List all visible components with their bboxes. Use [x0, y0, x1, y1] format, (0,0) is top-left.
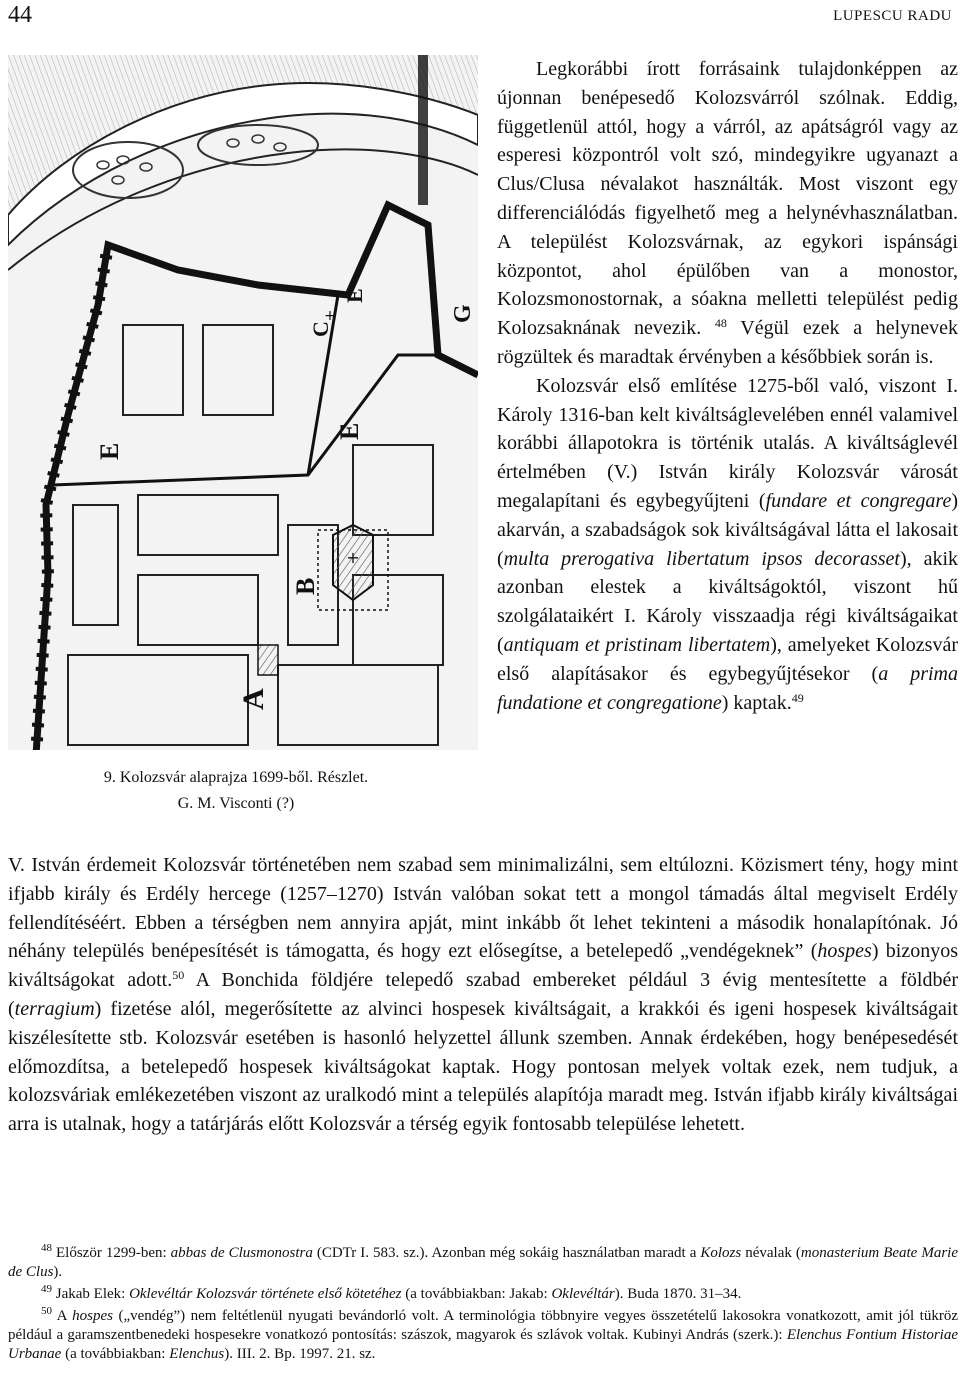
- footnote-50: $^{50}$ A hospes („vendég”) nem feltétlenül nyugati bevándorló volt. A terminológia többnyire vegyes összetételű lakosokra vonatkozott, amit jól tükröz például a garamszentbenedeki hospesekre vonatkozó pontosítás: szászok, magyarok és szlávok voltak. Kubinyi András (szerk.): Elenchus Fontium Historiae Urbanae (a továbbiakban: Elenchus). III. 2. Bp. 1997. 21. sz.: [8, 1305, 959, 1362]
- map-letter-e3: E: [335, 422, 364, 440]
- map-letter-a: A: [237, 688, 270, 710]
- footnote-49: $^{49}$ Jakab Elek: Oklevéltár Kolozsvár története első kötetéhez (a továbbiakban: Jakab: Oklevéltár). Buda 1870. 31–34.: [41, 1283, 742, 1302]
- map-letter-c: C: [308, 321, 333, 337]
- side-column-text: [497, 55, 958, 717]
- footnote-ref-50[interactable]: 50: [172, 968, 185, 983]
- footnote-ref-48[interactable]: 48: [714, 316, 727, 331]
- city-map-figure: [8, 55, 478, 750]
- footnotes: [8, 1244, 958, 1367]
- side-paragraph-1: Legkorábbi írott forrásaink tulajdonképpen az újonnan benépesedő Kolozsvárról szólnak. Eddig, függetlenül attól, hogy a várról, az apátságról vagy az esperesi központról volt szó, mindegyikre ugyanazt a Clus/Clusa névalakot használták. Most viszont egy differenciálódás figyelhető meg a helynévhasználatban. A települést Kolozsvárnak, az egykori ispánsági központot, ahol épülőben van a monostor, Kolozsmonostornak, a sóakna melletti települést pedig Kolozsaknának nevezik. $^{48}$ Végül ezek a helynevek rögzültek és maradtak érvényben a későbbiek során is.: [497, 58, 958, 368]
- caption-line-1: 9. Kolozsvár alaprajza 1699-ből. Részlet.: [103, 769, 369, 786]
- main-body-text: [8, 851, 958, 1139]
- running-head: LUPESCU RADU: [833, 8, 952, 24]
- map-letter-g: G: [450, 304, 476, 323]
- map-letter-e2: E: [95, 442, 124, 460]
- caption-line-2: G. M. Visconti (?): [177, 795, 295, 812]
- side-paragraph-2: Kolozsvár első említése 1275-ből való, viszont I. Károly 1316-ban kelt kiváltságlevelében ennél valamivel korábbi állapotokra is történik utalás. A kiváltságlevél értelmében (V.) István király Kolozsvár városát megalapítani és egybegyűjteni (fundare et congregare) akarván, a szabadságok sok kiváltságával látta el lakosait (multa prerogativa libertatum ipsos decorasset), akik azonban elestek a kiváltságoktól, viszont hű szolgálataikért I. Károly visszaadja régi kiváltságaikat (antiquam et pristinam libertatem), amelyeket Kolozsvár első alapításakor és egybegyűjtésekor (a prima fundatione et congregatione) kaptak.$^{49}$: [497, 374, 959, 714]
- svg-text:+: +: [324, 308, 336, 324]
- figure-caption: [60, 765, 412, 817]
- main-paragraph: V. István érdemeit Kolozsvár történetében nem szabad sem minimalizálni, sem eltúlozni. Közismert tény, hogy mint ifjabb király és Erdély hercege (1257–1270) István valóban sokat tett a mongol támadás által megviselt Erdély fellendítéséért. Ebben a térségben nem annyira apját, mint inkább őt lehet tekinteni a második honalapítónak. Jó néhány település benépesítését is támogatta, és hogy ezt elősegítse, a betelepedő „vendégeknek” (hospes) bizonyos kiváltságokat adott.$^{50}$ A Bonchida földjére telepedő szabad embereket például 3 évig mentesítette a földbér (terragium) fizetése alól, megerősítette az alvinci hospesek kiváltságait, a krakkói és igeni hospesek kiváltságait kiszélesítette stb. Kolozsvár esetében is hasonló helyzettel állunk szemben. Annak érdekében, hogy benépesedését előmozdítsa, a betelepedő hospesek kiváltságokat kaptak. Hogy pontosan melyek voltak ezek, nem tudjuk, a kolozsváriak emlékezetében viszont az uralkodó mint a település alapítója maradt meg. István ifjabb király kiváltságai arra is utalnak, hogy a tatárjárás előtt Kolozsvár a térség egyik fontosabb települése lehetett.: [8, 854, 959, 1136]
- footnote-ref-49[interactable]: 49: [791, 690, 804, 705]
- map-letter-e1: E: [342, 288, 367, 303]
- page-number: 44: [8, 2, 32, 28]
- map-letter-b: B: [291, 577, 320, 595]
- footnote-48: $^{48}$ Először 1299-ben: abbas de Clusmonostra (CDTr I. 583. sz.). Azonban még sokáig használatban maradt a Kolozs névalak (monasterium Beate Marie de Clus).: [8, 1242, 958, 1280]
- svg-text:+: +: [346, 548, 360, 567]
